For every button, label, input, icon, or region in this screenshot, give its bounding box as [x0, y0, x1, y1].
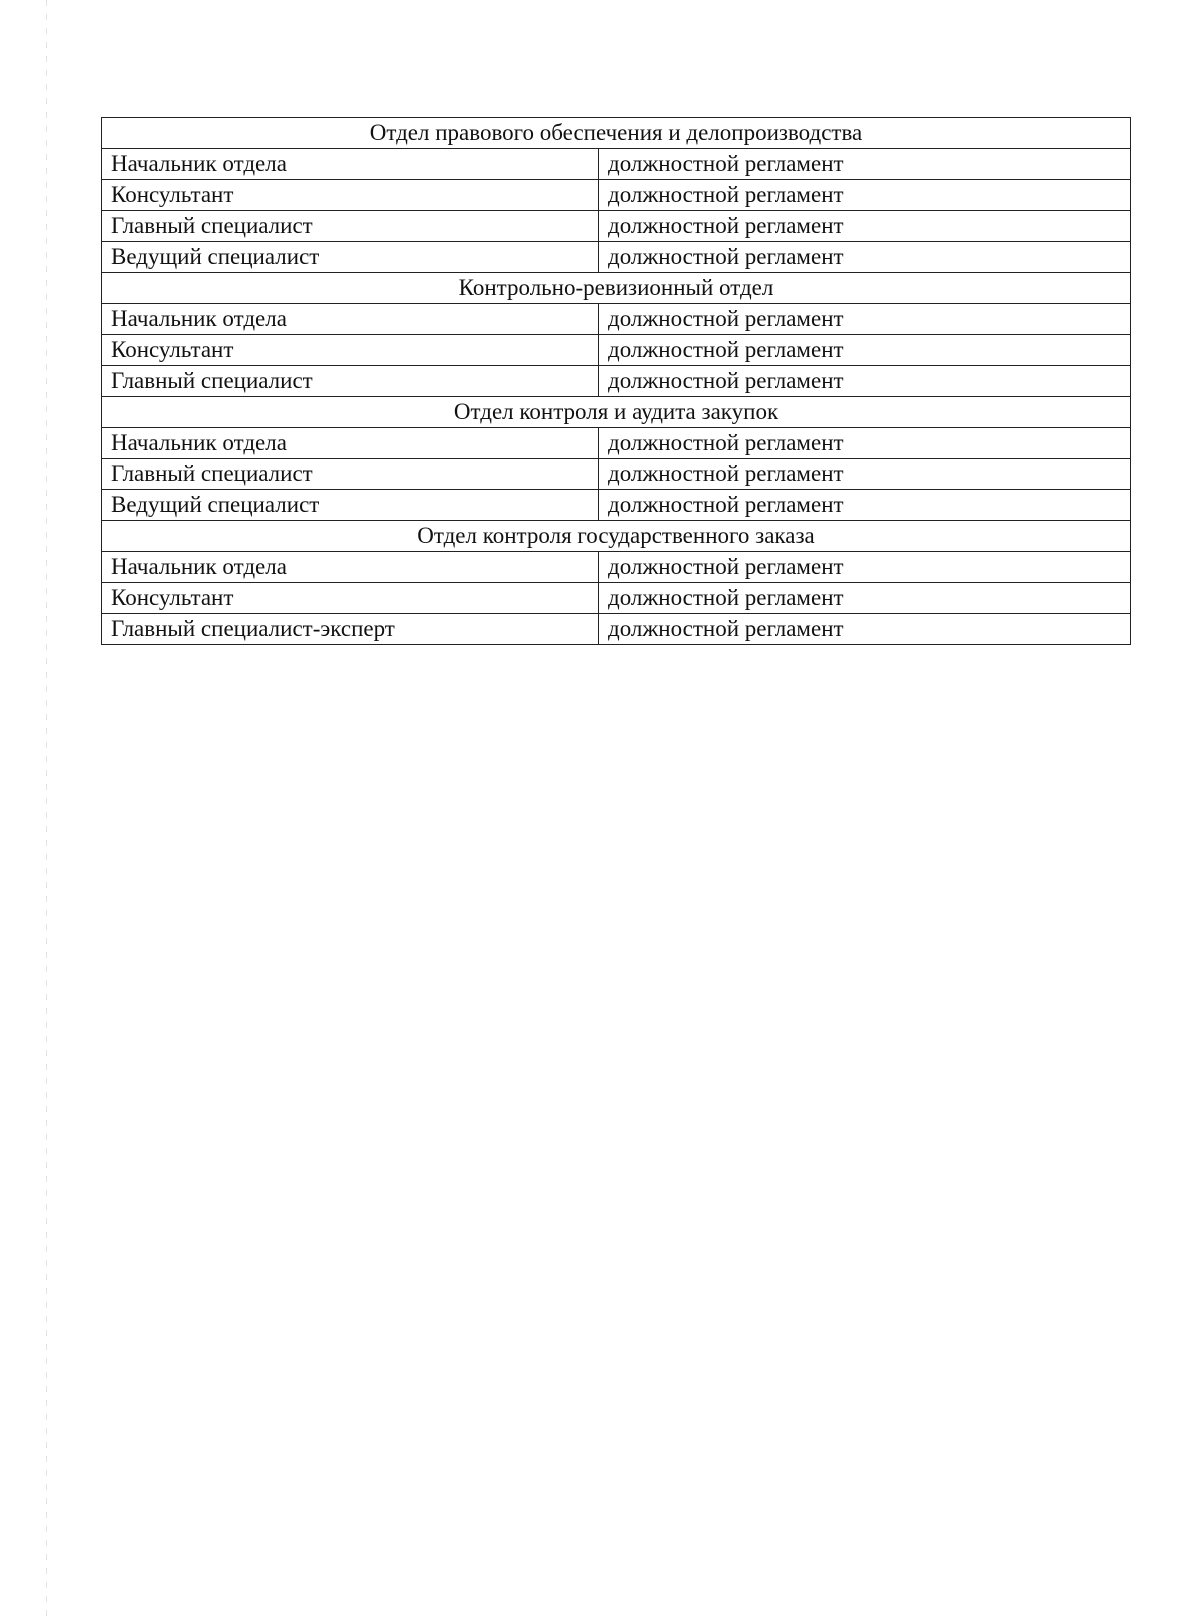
scan-edge-line — [46, 0, 47, 1618]
document-cell: должностной регламент — [599, 583, 1131, 614]
table-row — [102, 490, 1131, 521]
position-cell: Консультант — [102, 180, 599, 211]
document-cell: должностной регламент — [599, 335, 1131, 366]
position-cell: Консультант — [102, 335, 599, 366]
table-row — [102, 149, 1131, 180]
table-row — [102, 242, 1131, 273]
table-row — [102, 335, 1131, 366]
section-header-row — [102, 521, 1131, 552]
table-row — [102, 552, 1131, 583]
position-cell: Ведущий специалист — [102, 490, 599, 521]
position-cell: Начальник отдела — [102, 552, 599, 583]
document-cell: должностной регламент — [599, 490, 1131, 521]
section-title: Контрольно-ревизионный отдел — [102, 273, 1131, 304]
document-cell: должностной регламент — [599, 366, 1131, 397]
table-row — [102, 366, 1131, 397]
document-cell: должностной регламент — [599, 149, 1131, 180]
document-cell: должностной регламент — [599, 211, 1131, 242]
document-cell: должностной регламент — [599, 552, 1131, 583]
position-cell: Главный специалист — [102, 366, 599, 397]
table-row — [102, 583, 1131, 614]
section-title: Отдел правового обеспечения и делопроизводства — [102, 118, 1131, 149]
table-row — [102, 614, 1131, 645]
position-cell: Главный специалист-эксперт — [102, 614, 599, 645]
section-header-row — [102, 118, 1131, 149]
document-cell: должностной регламент — [599, 614, 1131, 645]
position-cell: Ведущий специалист — [102, 242, 599, 273]
table-row — [102, 211, 1131, 242]
document-cell: должностной регламент — [599, 242, 1131, 273]
table-row — [102, 459, 1131, 490]
table-row — [102, 304, 1131, 335]
position-cell: Начальник отдела — [102, 304, 599, 335]
document-cell: должностной регламент — [599, 180, 1131, 211]
table-row — [102, 180, 1131, 211]
document-cell: должностной регламент — [599, 459, 1131, 490]
position-cell: Главный специалист — [102, 459, 599, 490]
document-cell: должностной регламент — [599, 428, 1131, 459]
section-header-row — [102, 397, 1131, 428]
position-cell: Главный специалист — [102, 211, 599, 242]
position-cell: Начальник отдела — [102, 149, 599, 180]
section-title: Отдел контроля государственного заказа — [102, 521, 1131, 552]
table-row — [102, 428, 1131, 459]
section-header-row — [102, 273, 1131, 304]
document-cell: должностной регламент — [599, 304, 1131, 335]
position-cell: Консультант — [102, 583, 599, 614]
position-cell: Начальник отдела — [102, 428, 599, 459]
section-title: Отдел контроля и аудита закупок — [102, 397, 1131, 428]
regulations-table — [101, 117, 1131, 645]
